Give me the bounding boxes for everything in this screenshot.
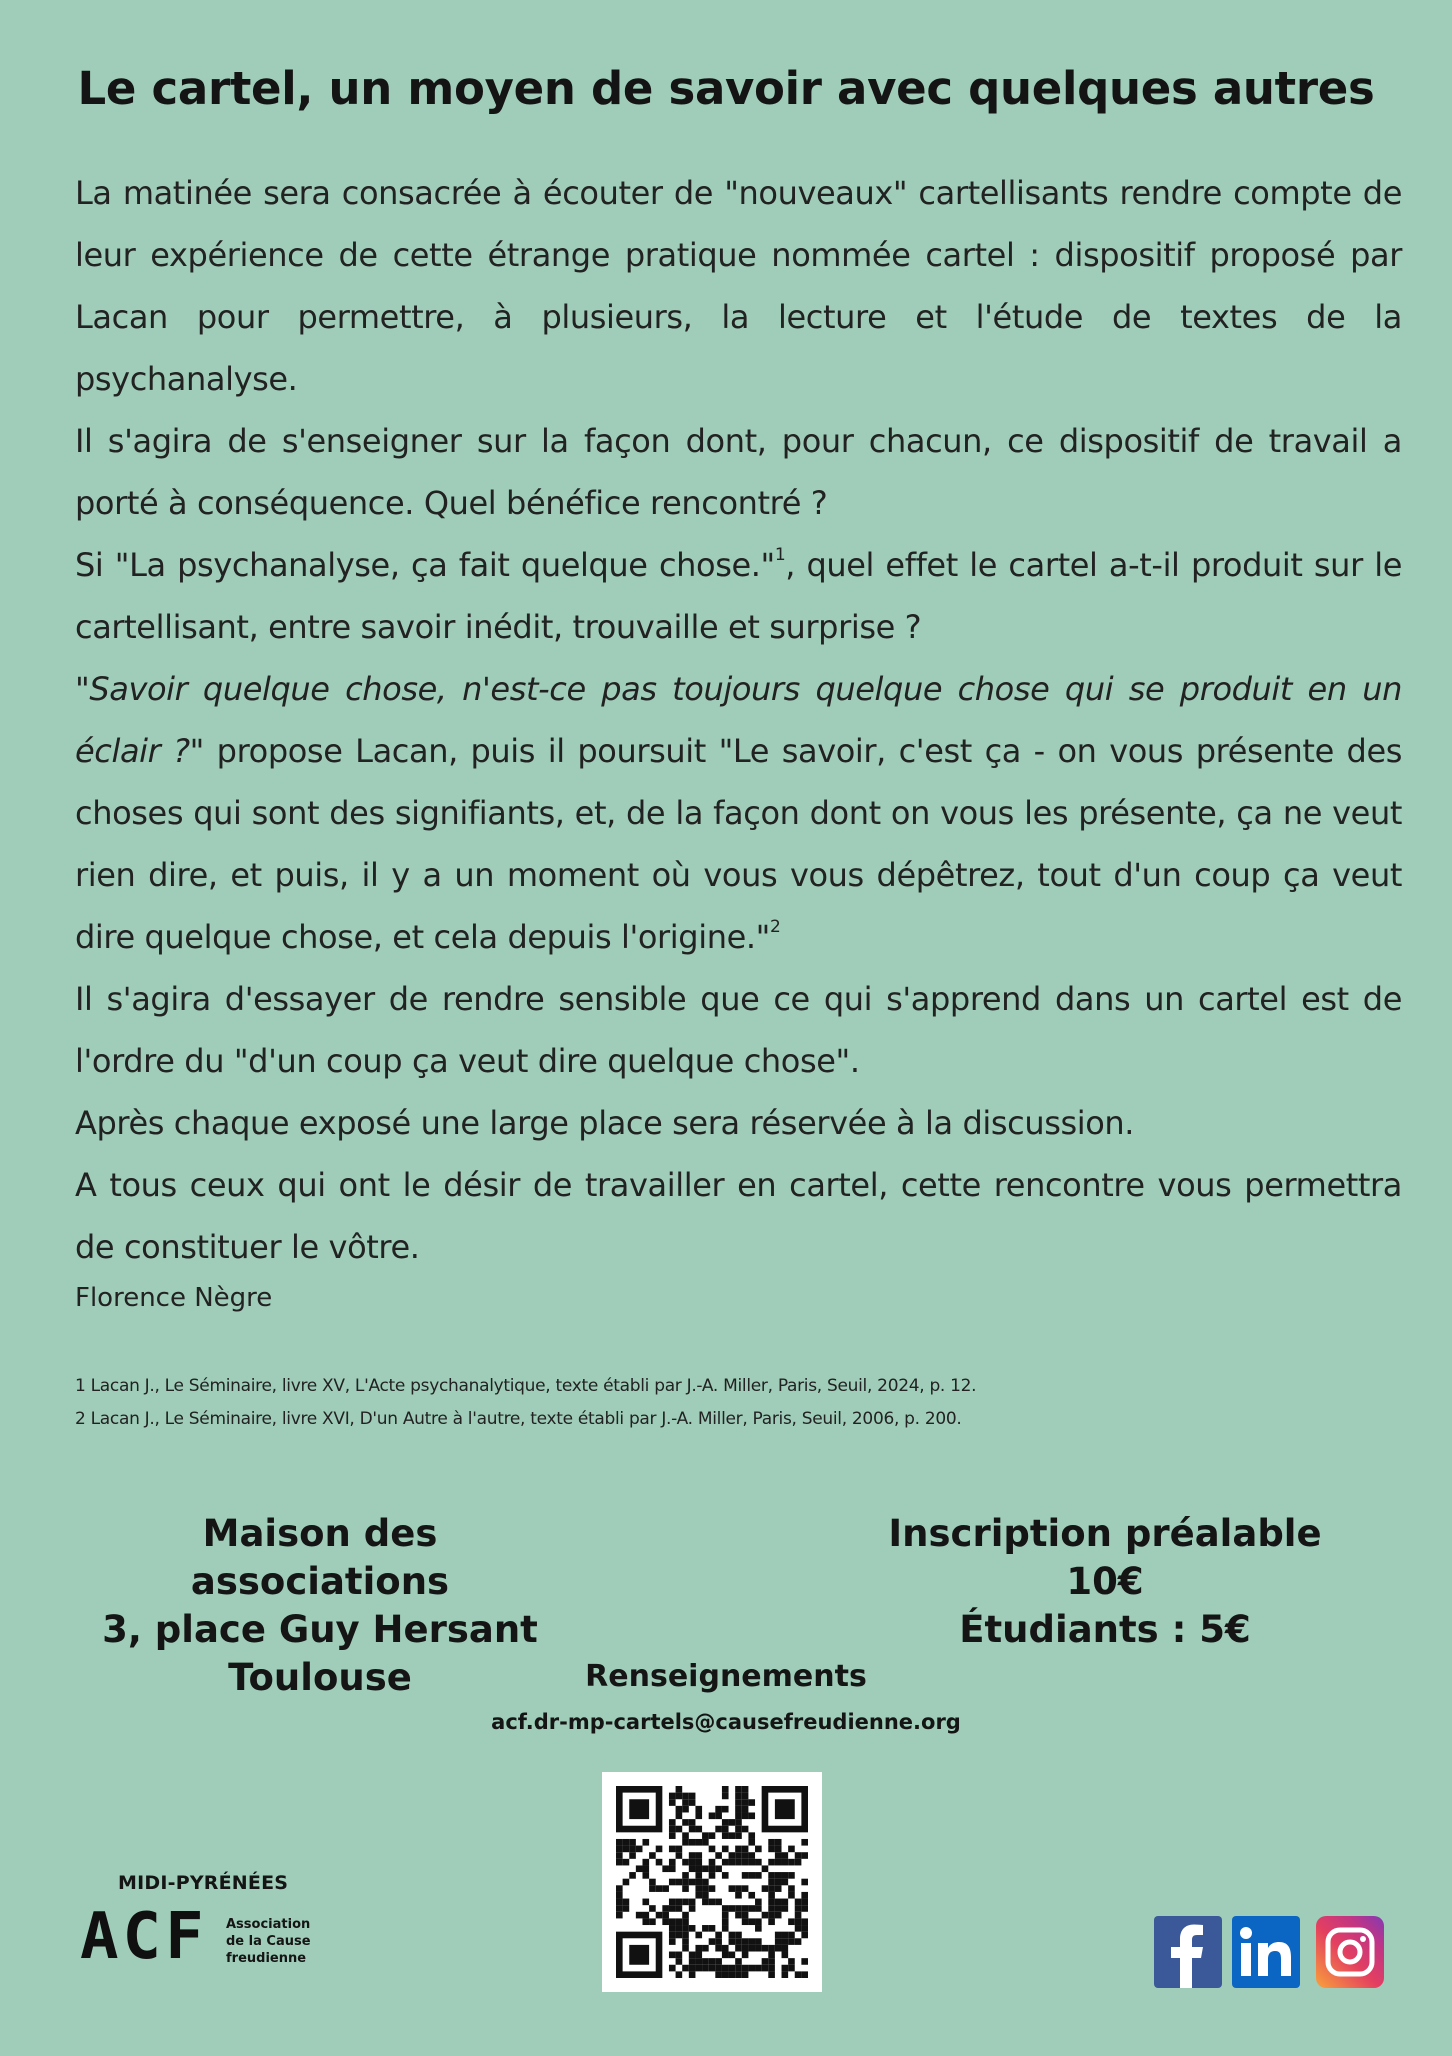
qr-code[interactable] [602,1772,822,1992]
paragraph-invitation: A tous ceux qui ont le désir de travailler en cartel, cette rencontre vous permettra de constituer le vôtre. [75,1166,1402,1266]
logo-subtitle-line: freudienne [226,1951,307,1966]
quote-italic: "Savoir quelque chose, n'est-ce pas toujours quelque chose qui se produit en un éclair ?" [75,670,1402,770]
paragraph-discussion: Après chaque exposé une large place sera réservée à la discussion. [75,1104,1135,1142]
info-block [426,1655,1026,1739]
footnote-2: 2 Lacan J., Le Séminaire, livre XVI, D'un Autre à l'autre, texte établi par J.-A. Miller, Paris, Seuil, 2006, p. 200. [75,1409,962,1429]
logo-subtitle-line: de la Cause [226,1934,311,1949]
footnote-1: 1 Lacan J., Le Séminaire, livre XV, L'Acte psychanalytique, texte établi par J.-A. Miller, Paris, Seuil, 2024, p. 12. [75,1376,977,1396]
body-text [75,162,1402,1278]
signature: Florence Nègre [75,1283,273,1313]
linkedin-icon[interactable] [1232,1916,1300,1988]
logo-subtitle [226,1916,336,1967]
footnotes [75,1370,976,1436]
venue-name: Maison des associations [190,1512,450,1603]
student-price: Étudiants : 5€ [959,1608,1251,1651]
contact-email-link[interactable]: acf.dr-mp-cartels@causefreudienne.org [491,1710,961,1734]
paragraph-enseigner: Il s'agira de s'enseigner sur la façon dont, pour chacun, ce dispositif de travail a porté à conséquence. Quel bénéfice rencontré ? [75,422,1402,522]
quote-psychanalyse: Si "La psychanalyse, ça fait quelque chose." [75,546,775,584]
price: 10€ [1066,1560,1144,1603]
paragraph-lacan-quote [75,658,1402,968]
venue-address: 3, place Guy Hersant [102,1608,538,1651]
instagram-icon[interactable] [1316,1916,1384,1988]
quote-continuation: propose Lacan, puis il poursuit "Le savoir, c'est ça - on vous présente des choses qui sont des signifiants, et, de la façon dont on vous les présente, ça ne veut rien dire, et puis, il y a un moment où vous vous dépêtrez, tout d'un coup ça veut dire quelque chose, et cela depuis l'origine." [75,732,1402,956]
page-title: Le cartel, un moyen de savoir avec quelques autres [77,62,1375,115]
facebook-icon[interactable] [1154,1916,1222,1988]
footnote-ref-2[interactable]: 2 [769,917,781,937]
logo-acronym: ACF [80,1900,208,1974]
info-title: Renseignements [585,1659,867,1694]
question-text: , quel effet le cartel a-t-il produit sur le cartellisant, entre savoir inédit, trouvaille et surprise ? [75,546,1402,646]
paragraph-sensible: Il s'agira d'essayer de rendre sensible que ce qui s'apprend dans un cartel est de l'ordre du "d'un coup ça veut dire quelque chose". [75,980,1402,1080]
qr-code-icon [616,1786,808,1978]
footnote-ref-1[interactable]: 1 [774,545,786,565]
inscription-title: Inscription préalable [888,1512,1322,1555]
logo-subtitle-line: Association [226,1917,311,1932]
inscription-block [880,1510,1330,1654]
acf-logo [80,1872,340,1982]
venue-city: Toulouse [228,1656,412,1699]
logo-region: MIDI-PYRÉNÉES [118,1872,289,1894]
paragraph-intro: La matinée sera consacrée à écouter de "nouveaux" cartellisants rendre compte de leur expérience de cette étrange pratique nommée cartel : dispositif proposé par Lacan pour permettre, à plusieurs, la lecture et l'étude de textes de la psychanalyse. [75,174,1402,398]
paragraph-question [75,534,1402,658]
